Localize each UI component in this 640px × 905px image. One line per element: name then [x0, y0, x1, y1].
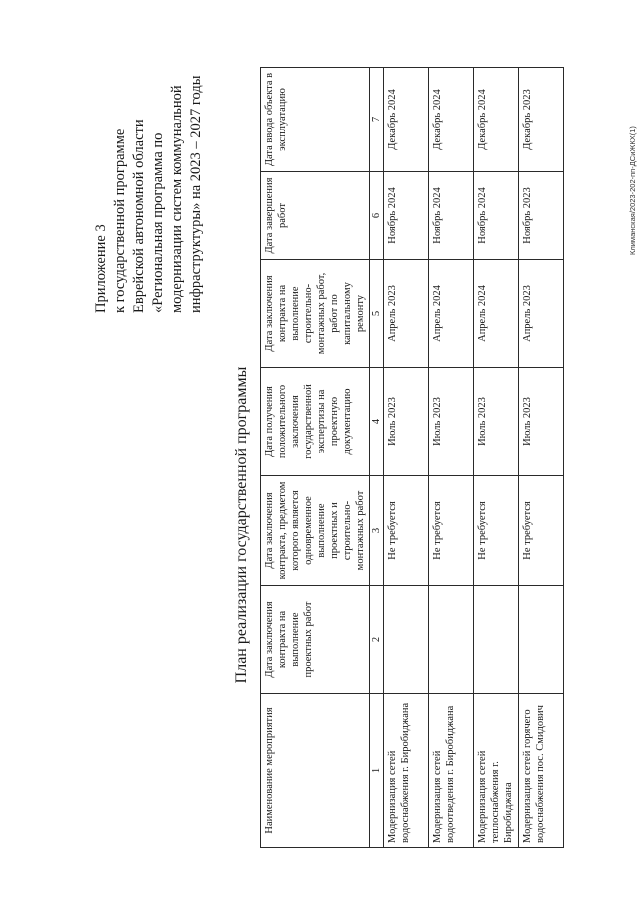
appendix-block: [92, 13, 206, 313]
table-cell: Не требуется: [474, 476, 519, 586]
table-cell: Апрель 2024: [474, 260, 519, 368]
table-cell: Декабрь 2024: [384, 68, 429, 172]
table-cell: Ноябрь 2024: [384, 172, 429, 260]
table-cell: Не требуется: [384, 476, 429, 586]
header-cell: Дата получения положительного заключения государственной экспертизы на проектную документацию: [261, 368, 370, 476]
header-cell: Дата заключения контракта на выполнение строительно-монтажных работ, работ по капитальному ремонту: [261, 260, 370, 368]
event-name-cell: Модернизация сетей водоотведения г. Биробиджана: [429, 694, 474, 848]
header-cell: Наименование мероприятия: [261, 694, 370, 848]
table-row: [474, 68, 519, 848]
table-cell: Декабрь 2023: [519, 68, 564, 172]
table-cell: Декабрь 2024: [474, 68, 519, 172]
appendix-line: Приложение 3: [93, 224, 109, 313]
header-cell: Дата заключения контракта на выполнение проектных работ: [261, 586, 370, 694]
column-number-row: [370, 68, 384, 848]
table-cell: Июль 2023: [384, 368, 429, 476]
table-row: [519, 68, 564, 848]
document-code: Климанская/2023-202-пп-ДСиЖКХ(1): [628, 126, 637, 255]
table-cell: [519, 586, 564, 694]
column-number: 6: [370, 172, 384, 260]
table-cell: Апрель 2023: [519, 260, 564, 368]
appendix-line: Еврейской автономной области: [131, 119, 147, 313]
table-row: [429, 68, 474, 848]
table-cell: Апрель 2023: [384, 260, 429, 368]
appendix-line: к государственной программе: [112, 128, 128, 313]
table-cell: Июль 2023: [474, 368, 519, 476]
event-name-cell: Модернизация сетей горячего водоснабжения пос. Смидович: [519, 694, 564, 848]
column-number: 7: [370, 68, 384, 172]
header-cell: Дата заключения контракта, предметом которого является одновременное выполнение проектных и строительно-монтажных работ: [261, 476, 370, 586]
header-cell: Дата завершения работ: [261, 172, 370, 260]
event-name-cell: Модернизация сетей теплоснабжения г. Биробиджана: [474, 694, 519, 848]
plan-title: План реализации государственной программы: [233, 366, 250, 684]
appendix-line: модернизации систем коммунальной: [169, 85, 185, 313]
table-cell: Ноябрь 2024: [474, 172, 519, 260]
table-cell: [429, 586, 474, 694]
table-cell: Ноябрь 2024: [429, 172, 474, 260]
table-cell: Июль 2023: [429, 368, 474, 476]
column-number: 5: [370, 260, 384, 368]
table-cell: Ноябрь 2023: [519, 172, 564, 260]
header-cell: Дата ввода объекта в эксплуатацию: [261, 68, 370, 172]
table-row: [384, 68, 429, 848]
column-number: 3: [370, 476, 384, 586]
table-cell: Декабрь 2024: [429, 68, 474, 172]
table-cell: [384, 586, 429, 694]
appendix-line: инфраструктуры» на 2023 – 2027 годы: [188, 75, 204, 313]
event-name-cell: Модернизация сетей водоснабжения г. Биробиджана: [384, 694, 429, 848]
header-row: [261, 68, 370, 848]
table-cell: [474, 586, 519, 694]
column-number: 1: [370, 694, 384, 848]
table-cell: Не требуется: [519, 476, 564, 586]
table-cell: Апрель 2024: [429, 260, 474, 368]
table-cell: Не требуется: [429, 476, 474, 586]
column-number: 4: [370, 368, 384, 476]
plan-table: [260, 67, 564, 848]
appendix-line: «Региональная программа по: [150, 132, 166, 313]
table-cell: Июль 2023: [519, 368, 564, 476]
column-number: 2: [370, 586, 384, 694]
